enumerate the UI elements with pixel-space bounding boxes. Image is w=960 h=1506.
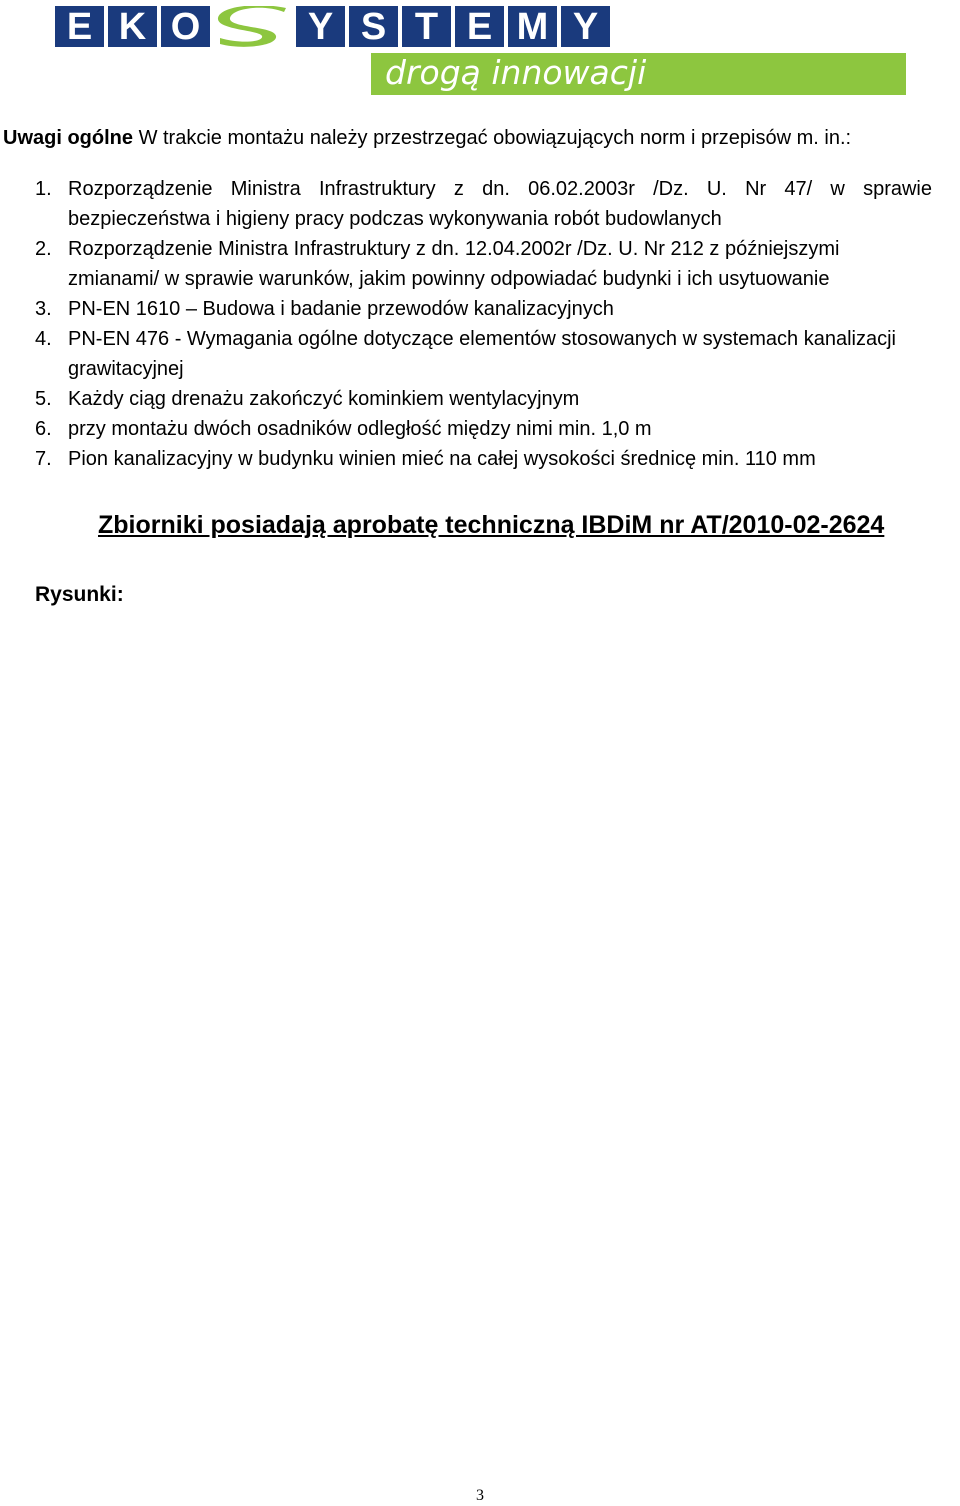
list-item-text: PN-EN 1610 – Budowa i badanie przewodów kanalizacyjnych xyxy=(68,298,614,320)
logo-letter-o: O xyxy=(161,6,210,47)
drawings-heading: Rysunki: xyxy=(35,583,124,606)
general-remarks xyxy=(3,126,851,150)
list-item-number: 1. xyxy=(35,178,52,200)
logo-tagline: drogą innowacji xyxy=(385,53,647,92)
list-item-number: 2. xyxy=(35,238,52,260)
company-logo xyxy=(55,6,906,95)
list-item-text: Każdy ciąg drenażu zakończyć kominkiem wentylacyjnym xyxy=(68,388,580,410)
list-item xyxy=(35,324,932,384)
logo-letter-t: T xyxy=(402,6,451,47)
list-item-text: Rozporządzenie Ministra Infrastruktury z dn. 06.02.2003r /Dz. U. Nr 47/ w sprawie bezpieczeństwa i higieny pracy podczas wykonywania robót budowlanych xyxy=(68,178,932,230)
logo-letter-y: Y xyxy=(296,6,345,47)
list-item xyxy=(35,384,932,414)
list-item-number: 6. xyxy=(35,418,52,440)
list-item-number: 3. xyxy=(35,298,52,320)
regulations-list xyxy=(35,174,932,474)
list-item-number: 4. xyxy=(35,328,52,350)
page-number: 3 xyxy=(476,1487,484,1504)
logo-letter-m: M xyxy=(508,6,557,47)
list-item xyxy=(35,444,932,474)
general-remarks-text: W trakcie montażu należy przestrzegać obowiązujących norm i przepisów m. in.: xyxy=(138,127,852,149)
list-item-text: PN-EN 476 - Wymagania ogólne dotyczące elementów stosowanych w systemach kanalizacji grawitacyjnej xyxy=(68,328,896,380)
general-remarks-heading: Uwagi ogólne xyxy=(3,127,133,149)
logo-letter-e2: E xyxy=(455,6,504,47)
list-item xyxy=(35,294,932,324)
list-item-text: Pion kanalizacyjny w budynku winien mieć na całej wysokości średnicę min. 110 mm xyxy=(68,448,816,470)
logo-swoosh-s-icon xyxy=(214,6,292,50)
list-item-number: 7. xyxy=(35,448,52,470)
technical-approval-statement: Zbiorniki posiadają aprobatę techniczną IBDiM nr AT/2010-02-2624 xyxy=(98,511,885,539)
list-item xyxy=(35,174,932,234)
logo-letter-k: K xyxy=(108,6,157,47)
logo-letter-s: S xyxy=(349,6,398,47)
logo-letter-y2: Y xyxy=(561,6,610,47)
list-item-text: Rozporządzenie Ministra Infrastruktury z dn. 12.04.2002r /Dz. U. Nr 212 z późniejszymi zmianami/ w sprawie warunków, jakim powinny odpowiadać budynki i ich usytuowanie xyxy=(68,238,840,290)
list-item-text: przy montażu dwóch osadników odległość między nimi min. 1,0 m xyxy=(68,418,652,440)
logo-letter-e: E xyxy=(55,6,104,47)
list-item xyxy=(35,234,932,294)
logo-wordmark xyxy=(55,6,614,50)
list-item-number: 5. xyxy=(35,388,52,410)
list-item xyxy=(35,414,932,444)
